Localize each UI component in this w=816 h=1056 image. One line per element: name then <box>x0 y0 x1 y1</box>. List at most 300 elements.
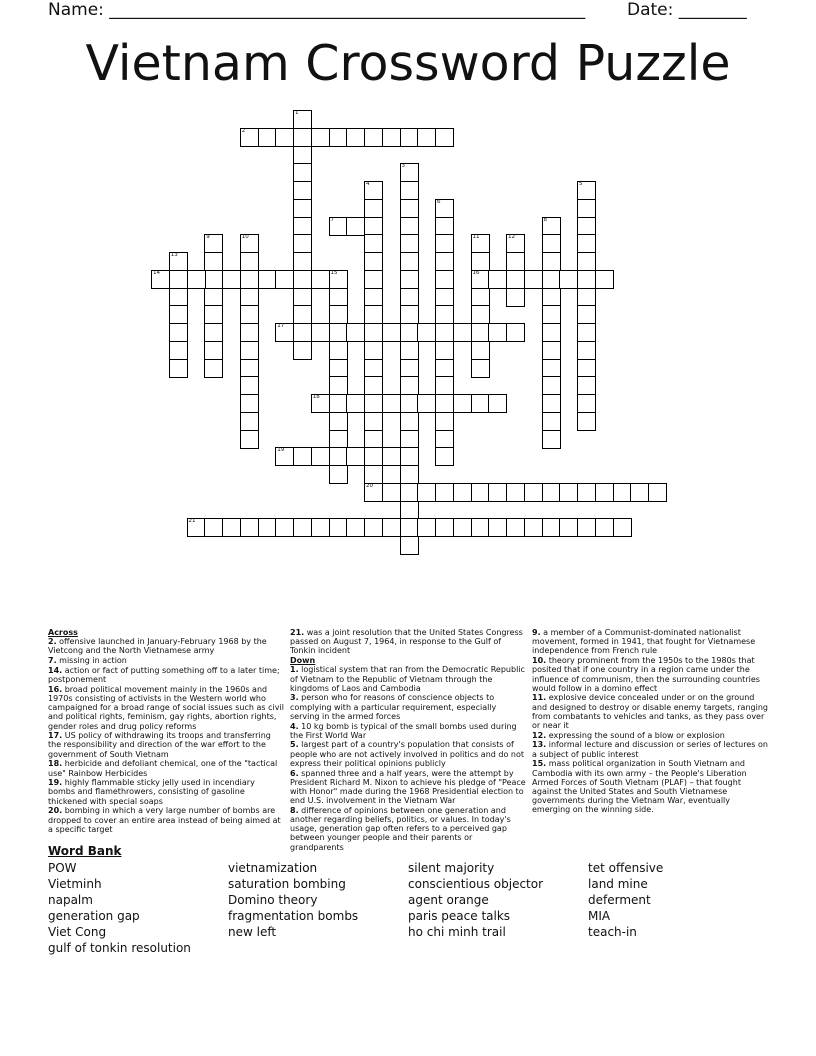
crossword-cell[interactable] <box>577 376 596 395</box>
crossword-cell[interactable] <box>542 394 561 413</box>
crossword-cell[interactable] <box>329 376 348 395</box>
crossword-cell[interactable] <box>346 323 365 342</box>
crossword-cell[interactable] <box>169 270 188 289</box>
crossword-cell[interactable] <box>364 128 383 147</box>
page-title: Vietnam Crossword Puzzle <box>85 35 731 92</box>
crossword-cell[interactable] <box>293 146 312 165</box>
crossword-cell[interactable] <box>400 128 419 147</box>
crossword-cell[interactable] <box>240 252 259 271</box>
crossword-cell[interactable] <box>595 483 614 502</box>
crossword-cell[interactable] <box>382 394 401 413</box>
crossword-cell[interactable] <box>382 128 401 147</box>
clue-number: 5. <box>290 740 299 750</box>
clue-number: 3. <box>290 693 299 703</box>
crossword-cell[interactable] <box>293 199 312 218</box>
crossword-cell[interactable] <box>400 199 419 218</box>
word-bank-item: conscientious objector <box>408 877 544 891</box>
clue-text: herbicide and defoliant chemical, one of the "tactical use" Rainbow Herbicides <box>48 759 278 778</box>
crossword-cell[interactable] <box>151 270 170 289</box>
crossword-cell[interactable] <box>169 341 188 360</box>
crossword-cell[interactable] <box>577 305 596 324</box>
crossword-cell[interactable] <box>311 270 330 289</box>
clue-number: 7 <box>330 216 334 223</box>
crossword-cell[interactable] <box>275 323 294 342</box>
crossword-cell[interactable] <box>258 518 277 537</box>
crossword-cell[interactable] <box>577 252 596 271</box>
clue-number: 15 <box>330 269 338 276</box>
crossword-cell[interactable] <box>275 270 294 289</box>
crossword-cell[interactable] <box>577 199 596 218</box>
clue-number: 11. <box>532 693 547 703</box>
crossword-cell[interactable] <box>400 394 419 413</box>
clue-number: 19 <box>277 447 285 454</box>
crossword-cell[interactable] <box>506 288 525 307</box>
clue-number: 1 <box>295 110 299 116</box>
crossword-cell[interactable] <box>542 305 561 324</box>
crossword-cell[interactable] <box>329 217 348 236</box>
word-bank-item: napalm <box>48 893 93 907</box>
crossword-cell[interactable] <box>542 217 561 236</box>
crossword-cell[interactable] <box>577 270 596 289</box>
crossword-cell[interactable] <box>240 394 259 413</box>
clue-text: person who for reasons of conscience objects to complying with a particular requirement, especially serving in the armed forces <box>290 693 497 721</box>
crossword-cell[interactable] <box>187 270 206 289</box>
crossword-cell[interactable] <box>364 518 383 537</box>
crossword-cell[interactable] <box>577 323 596 342</box>
clue-number: 20. <box>48 806 63 816</box>
crossword-cell[interactable] <box>577 394 596 413</box>
crossword-cell[interactable] <box>577 234 596 253</box>
crossword-cell[interactable] <box>240 341 259 360</box>
word-bank-item: agent orange <box>408 893 489 907</box>
crossword-cell[interactable] <box>577 341 596 360</box>
crossword-cell[interactable] <box>329 430 348 449</box>
crossword-cell[interactable] <box>453 483 472 502</box>
crossword-cell[interactable] <box>346 394 365 413</box>
crossword-cell[interactable] <box>559 483 578 502</box>
crossword-cell[interactable] <box>293 234 312 253</box>
crossword-cell[interactable] <box>364 305 383 324</box>
clue <box>290 806 526 852</box>
clue <box>290 628 526 656</box>
crossword-cell[interactable] <box>222 518 241 537</box>
crossword-cell[interactable] <box>400 465 419 484</box>
crossword-cell[interactable] <box>577 412 596 431</box>
clue <box>48 731 284 759</box>
clue <box>532 740 768 758</box>
clue-number: 17 <box>277 323 285 329</box>
crossword-cell[interactable] <box>204 252 223 271</box>
crossword-cell[interactable] <box>240 412 259 431</box>
crossword-cell[interactable] <box>648 483 667 502</box>
word-bank-item: Vietminh <box>48 877 102 891</box>
crossword-cell[interactable] <box>240 359 259 378</box>
crossword-cell[interactable] <box>542 323 561 342</box>
crossword-cell[interactable] <box>400 217 419 236</box>
crossword-cell[interactable] <box>577 483 596 502</box>
crossword-cell[interactable] <box>453 394 472 413</box>
crossword-cell[interactable] <box>471 270 490 289</box>
crossword-cell[interactable] <box>471 305 490 324</box>
crossword-cell[interactable] <box>382 518 401 537</box>
crossword-cell[interactable] <box>311 394 330 413</box>
crossword-cell[interactable] <box>595 270 614 289</box>
crossword-cell[interactable] <box>542 412 561 431</box>
crossword-cell[interactable] <box>488 323 507 342</box>
crossword-cell[interactable] <box>204 323 223 342</box>
crossword-cell[interactable] <box>240 430 259 449</box>
clue <box>290 665 526 693</box>
crossword-cell[interactable] <box>364 359 383 378</box>
crossword-cell[interactable] <box>400 270 419 289</box>
crossword-cell[interactable] <box>364 447 383 466</box>
crossword-cell[interactable] <box>471 323 490 342</box>
clue <box>532 759 768 814</box>
crossword-cell[interactable] <box>240 376 259 395</box>
crossword-cell[interactable] <box>542 376 561 395</box>
crossword-cell[interactable] <box>329 412 348 431</box>
clue-number: 10 <box>241 234 249 241</box>
crossword-cell[interactable] <box>293 288 312 307</box>
crossword-cell[interactable] <box>382 447 401 466</box>
crossword-cell[interactable] <box>471 252 490 271</box>
crossword-cell[interactable] <box>346 128 365 147</box>
crossword-cell[interactable] <box>329 359 348 378</box>
crossword-cell[interactable] <box>364 270 383 289</box>
crossword-cell[interactable] <box>329 323 348 342</box>
crossword-cell[interactable] <box>488 518 507 537</box>
crossword-cell[interactable] <box>382 323 401 342</box>
crossword-cell[interactable] <box>435 483 454 502</box>
crossword-cell[interactable] <box>382 483 401 502</box>
crossword-cell[interactable] <box>435 376 454 395</box>
crossword-cell[interactable] <box>364 465 383 484</box>
word-bank-item: tet offensive <box>588 861 664 875</box>
crossword-cell[interactable] <box>577 518 596 537</box>
clue-text: offensive launched in January-February 1968 by the Vietcong and the North Vietnamese army <box>48 637 267 656</box>
crossword-cell[interactable] <box>417 518 436 537</box>
crossword-cell[interactable] <box>364 234 383 253</box>
clue-text: 10 kg bomb is typical of the small bombs used during the First World War <box>290 721 517 740</box>
clue-text: mass political organization in South Vietnam and Cambodia with its own army – the People's Liberation Armed Forces of South Vietnam (PLAF) – that fought against the United States and South Vietnamese governments during the Vietnam War, eventually emerging on the winning side. <box>532 759 747 815</box>
crossword-cell[interactable] <box>435 341 454 360</box>
crossword-cell[interactable] <box>471 518 490 537</box>
crossword-cell[interactable] <box>453 323 472 342</box>
clue-number: 8 <box>543 216 547 223</box>
clue <box>290 693 526 721</box>
crossword-cell[interactable] <box>577 217 596 236</box>
crossword-cell[interactable] <box>471 341 490 360</box>
crossword-cell[interactable] <box>400 430 419 449</box>
crossword-cell[interactable] <box>435 128 454 147</box>
clue-number: 8. <box>290 805 299 815</box>
word-bank-item: ho chi minh trail <box>408 925 506 939</box>
crossword-cell[interactable] <box>400 288 419 307</box>
crossword-cell[interactable] <box>329 394 348 413</box>
crossword-cell[interactable] <box>400 341 419 360</box>
crossword-cell[interactable] <box>204 518 223 537</box>
crossword-cell[interactable] <box>435 234 454 253</box>
crossword-cell[interactable] <box>329 305 348 324</box>
word-bank-item: saturation bombing <box>228 877 346 891</box>
crossword-cell[interactable] <box>506 270 525 289</box>
clue-number: 19. <box>48 778 63 788</box>
crossword-cell[interactable] <box>506 252 525 271</box>
crossword-cell[interactable] <box>400 181 419 200</box>
across-heading: Across <box>48 628 78 637</box>
clue-number: 7. <box>48 656 57 666</box>
crossword-cell[interactable] <box>364 430 383 449</box>
crossword-cell[interactable] <box>293 252 312 271</box>
clue <box>290 769 526 806</box>
crossword-cell[interactable] <box>400 518 419 537</box>
clues-column-1 <box>48 628 284 834</box>
word-bank-item: MIA <box>588 909 611 923</box>
crossword-cell[interactable] <box>506 234 525 253</box>
crossword-cell[interactable] <box>400 163 419 182</box>
crossword-cell[interactable] <box>240 305 259 324</box>
word-bank-item: fragmentation bombs <box>228 909 359 923</box>
clue-text: broad political movement mainly in the 1960s and 1970s consisting of activists in the Western world who campaigned for a broad range of social issues such as civil and political rights, feminism, gay rights, abortion rights, gender roles and drug policy reforms <box>48 684 284 731</box>
clue-number: 9. <box>532 628 541 637</box>
crossword-cell[interactable] <box>506 518 525 537</box>
crossword-cell[interactable] <box>471 483 490 502</box>
clue-text: bombing in which a very large number of bombs are dropped to cover an entire area instead of being aimed at a specific target <box>48 806 281 834</box>
crossword-cell[interactable] <box>169 288 188 307</box>
crossword-cell[interactable] <box>275 128 294 147</box>
crossword-cell[interactable] <box>542 518 561 537</box>
crossword-cell[interactable] <box>400 252 419 271</box>
crossword-cell[interactable] <box>559 270 578 289</box>
crossword-cell[interactable] <box>400 234 419 253</box>
crossword-cell[interactable] <box>488 270 507 289</box>
crossword-cell[interactable] <box>400 412 419 431</box>
crossword-cell[interactable] <box>204 359 223 378</box>
crossword-cell[interactable] <box>204 234 223 253</box>
crossword-cell[interactable] <box>311 447 330 466</box>
crossword-cell[interactable] <box>329 341 348 360</box>
crossword-cell[interactable] <box>417 394 436 413</box>
crossword-cell[interactable] <box>506 483 525 502</box>
clue-text: logistical system that ran from the Democratic Republic of Vietnam to the Republic of Vietnam through the kingdoms of Laos and Cambodia <box>290 665 525 693</box>
crossword-cell[interactable] <box>169 252 188 271</box>
crossword-cell[interactable] <box>311 128 330 147</box>
crossword-cell[interactable] <box>542 234 561 253</box>
crossword-cell[interactable] <box>435 270 454 289</box>
crossword-cell[interactable] <box>293 518 312 537</box>
crossword-cell[interactable] <box>240 270 259 289</box>
crossword-cell[interactable] <box>240 518 259 537</box>
crossword-cell[interactable] <box>329 270 348 289</box>
crossword-cell[interactable] <box>471 288 490 307</box>
crossword-cell[interactable] <box>293 128 312 147</box>
clue-text: action or fact of putting something off to a later time; postponement <box>48 665 280 685</box>
crossword-cell[interactable] <box>364 199 383 218</box>
crossword-cell[interactable] <box>364 412 383 431</box>
clue-number: 18. <box>48 759 63 769</box>
crossword-cell[interactable] <box>222 270 241 289</box>
crossword-cell[interactable] <box>293 323 312 342</box>
crossword-cell[interactable] <box>400 483 419 502</box>
crossword-cell[interactable] <box>542 430 561 449</box>
crossword-cell[interactable] <box>400 323 419 342</box>
clue-number: 11 <box>472 234 480 241</box>
crossword-cell[interactable] <box>329 128 348 147</box>
crossword-cell[interactable] <box>400 359 419 378</box>
clue-text: a member of a Communist-dominated nationalist movement, formed in 1941, that fought for Vietnamese independence from French rule <box>532 628 756 656</box>
crossword-cell[interactable] <box>346 447 365 466</box>
crossword-cell[interactable] <box>293 110 312 129</box>
clue <box>48 759 284 777</box>
crossword-cell[interactable] <box>471 359 490 378</box>
crossword-cell[interactable] <box>311 518 330 537</box>
crossword-cell[interactable] <box>364 394 383 413</box>
crossword-cell[interactable] <box>204 270 223 289</box>
crossword-cell[interactable] <box>435 217 454 236</box>
crossword-cell[interactable] <box>613 483 632 502</box>
clue-number: 13 <box>170 252 178 258</box>
clue-text: theory prominent from the 1950s to the 1980s that posited that if one country in a region came under the influence of communism, then the surrounding countries would follow in a domino effect <box>532 656 760 693</box>
crossword-cell[interactable] <box>524 483 543 502</box>
clue-number: 12. <box>532 730 547 740</box>
crossword-cell[interactable] <box>240 323 259 342</box>
crossword-cell[interactable] <box>488 394 507 413</box>
clue-number: 6 <box>437 198 441 205</box>
crossword-cell[interactable] <box>400 501 419 520</box>
clue-text: was a joint resolution that the United States Congress passed on August 7, 1964, in response to the Gulf of Tonkin incident <box>290 628 523 656</box>
crossword-cell[interactable] <box>542 483 561 502</box>
crossword-cell[interactable] <box>417 323 436 342</box>
clue-text: informal lecture and discussion or series of lectures on a subject of public interest <box>532 740 768 759</box>
crossword-cell[interactable] <box>169 305 188 324</box>
crossword-cell[interactable] <box>435 288 454 307</box>
clue <box>48 806 284 834</box>
crossword-cell[interactable] <box>417 483 436 502</box>
crossword-cell[interactable] <box>542 270 561 289</box>
crossword-cell[interactable] <box>293 341 312 360</box>
crossword-cell[interactable] <box>293 181 312 200</box>
date-label: Date: <box>627 0 679 20</box>
word-bank-title: Word Bank <box>48 844 122 858</box>
crossword-cell[interactable] <box>293 305 312 324</box>
crossword-cell[interactable] <box>293 447 312 466</box>
crossword-cell[interactable] <box>258 128 277 147</box>
crossword-cell[interactable] <box>524 270 543 289</box>
crossword-cell[interactable] <box>240 288 259 307</box>
crossword-cell[interactable] <box>293 217 312 236</box>
word-bank-item: generation gap <box>48 909 140 923</box>
crossword-cell[interactable] <box>329 465 348 484</box>
crossword-cell[interactable] <box>577 288 596 307</box>
word-bank-item: paris peace talks <box>408 909 511 923</box>
crossword-cell[interactable] <box>630 483 649 502</box>
crossword-cell[interactable] <box>577 181 596 200</box>
crossword-cell[interactable] <box>435 199 454 218</box>
crossword-cell[interactable] <box>346 518 365 537</box>
crossword-cell[interactable] <box>559 518 578 537</box>
crossword-cell[interactable] <box>435 323 454 342</box>
crossword-cell[interactable] <box>364 252 383 271</box>
clue-number: 3 <box>401 163 405 170</box>
crossword-cell[interactable] <box>435 305 454 324</box>
crossword-cell[interactable] <box>435 430 454 449</box>
clue-number: 2 <box>241 127 246 134</box>
crossword-cell[interactable] <box>329 447 348 466</box>
clue <box>532 693 768 730</box>
crossword-cell[interactable] <box>435 447 454 466</box>
crossword-cell[interactable] <box>577 359 596 378</box>
crossword-cell[interactable] <box>542 252 561 271</box>
crossword-cell[interactable] <box>275 518 294 537</box>
crossword-cell[interactable] <box>400 305 419 324</box>
crossword-cell[interactable] <box>346 217 365 236</box>
crossword-cell[interactable] <box>435 412 454 431</box>
crossword-cell[interactable] <box>329 518 348 537</box>
crossword-cell[interactable] <box>293 270 312 289</box>
crossword-cell[interactable] <box>364 181 383 200</box>
clue-number: 2. <box>48 637 57 647</box>
crossword-cell[interactable] <box>400 376 419 395</box>
crossword-cell[interactable] <box>542 341 561 360</box>
clue-text: US policy of withdrawing its troops and transferring the responsibility and direction of the war effort to the government of South Vietnam <box>48 731 271 759</box>
crossword-cell[interactable] <box>471 234 490 253</box>
clue <box>290 740 526 768</box>
crossword-cell[interactable] <box>400 447 419 466</box>
crossword-cell[interactable] <box>258 270 277 289</box>
crossword-cell[interactable] <box>275 447 294 466</box>
crossword-cell[interactable] <box>187 518 206 537</box>
crossword-cell[interactable] <box>400 536 419 555</box>
date-line[interactable]: ________ <box>678 0 747 20</box>
crossword-cell[interactable] <box>293 163 312 182</box>
crossword-cell[interactable] <box>364 323 383 342</box>
crossword-cell[interactable] <box>240 128 259 147</box>
crossword-cell[interactable] <box>435 359 454 378</box>
crossword-cell[interactable] <box>453 518 472 537</box>
crossword-cell[interactable] <box>435 394 454 413</box>
crossword-cell[interactable] <box>311 323 330 342</box>
crossword-cell[interactable] <box>169 359 188 378</box>
crossword-cell[interactable] <box>524 518 543 537</box>
crossword-cell[interactable] <box>364 288 383 307</box>
clue <box>48 778 284 806</box>
crossword-cell[interactable] <box>435 252 454 271</box>
crossword-cell[interactable] <box>506 323 525 342</box>
clue-number: 16 <box>472 269 480 276</box>
crossword-cell[interactable] <box>364 217 383 236</box>
crossword-cell[interactable] <box>204 341 223 360</box>
crossword-cell[interactable] <box>329 288 348 307</box>
crossword-cell[interactable] <box>364 341 383 360</box>
crossword-cell[interactable] <box>542 359 561 378</box>
clue-text: highly flammable sticky jelly used in incendiary bombs and flamethrowers, consisting of gasoline thickened with special soaps <box>48 778 255 806</box>
name-line[interactable]: ________________________________________________________ <box>109 0 586 20</box>
crossword-cell[interactable] <box>240 234 259 253</box>
crossword-cell[interactable] <box>169 323 188 342</box>
clue <box>48 685 284 731</box>
crossword-cell[interactable] <box>595 518 614 537</box>
crossword-cell[interactable] <box>204 305 223 324</box>
crossword-cell[interactable] <box>613 518 632 537</box>
crossword-cell[interactable] <box>471 394 490 413</box>
crossword-cell[interactable] <box>204 288 223 307</box>
crossword-cell[interactable] <box>435 518 454 537</box>
crossword-cell[interactable] <box>542 288 561 307</box>
crossword-cell[interactable] <box>364 483 383 502</box>
crossword-cell[interactable] <box>417 128 436 147</box>
crossword-cell[interactable] <box>488 483 507 502</box>
crossword-cell[interactable] <box>364 376 383 395</box>
